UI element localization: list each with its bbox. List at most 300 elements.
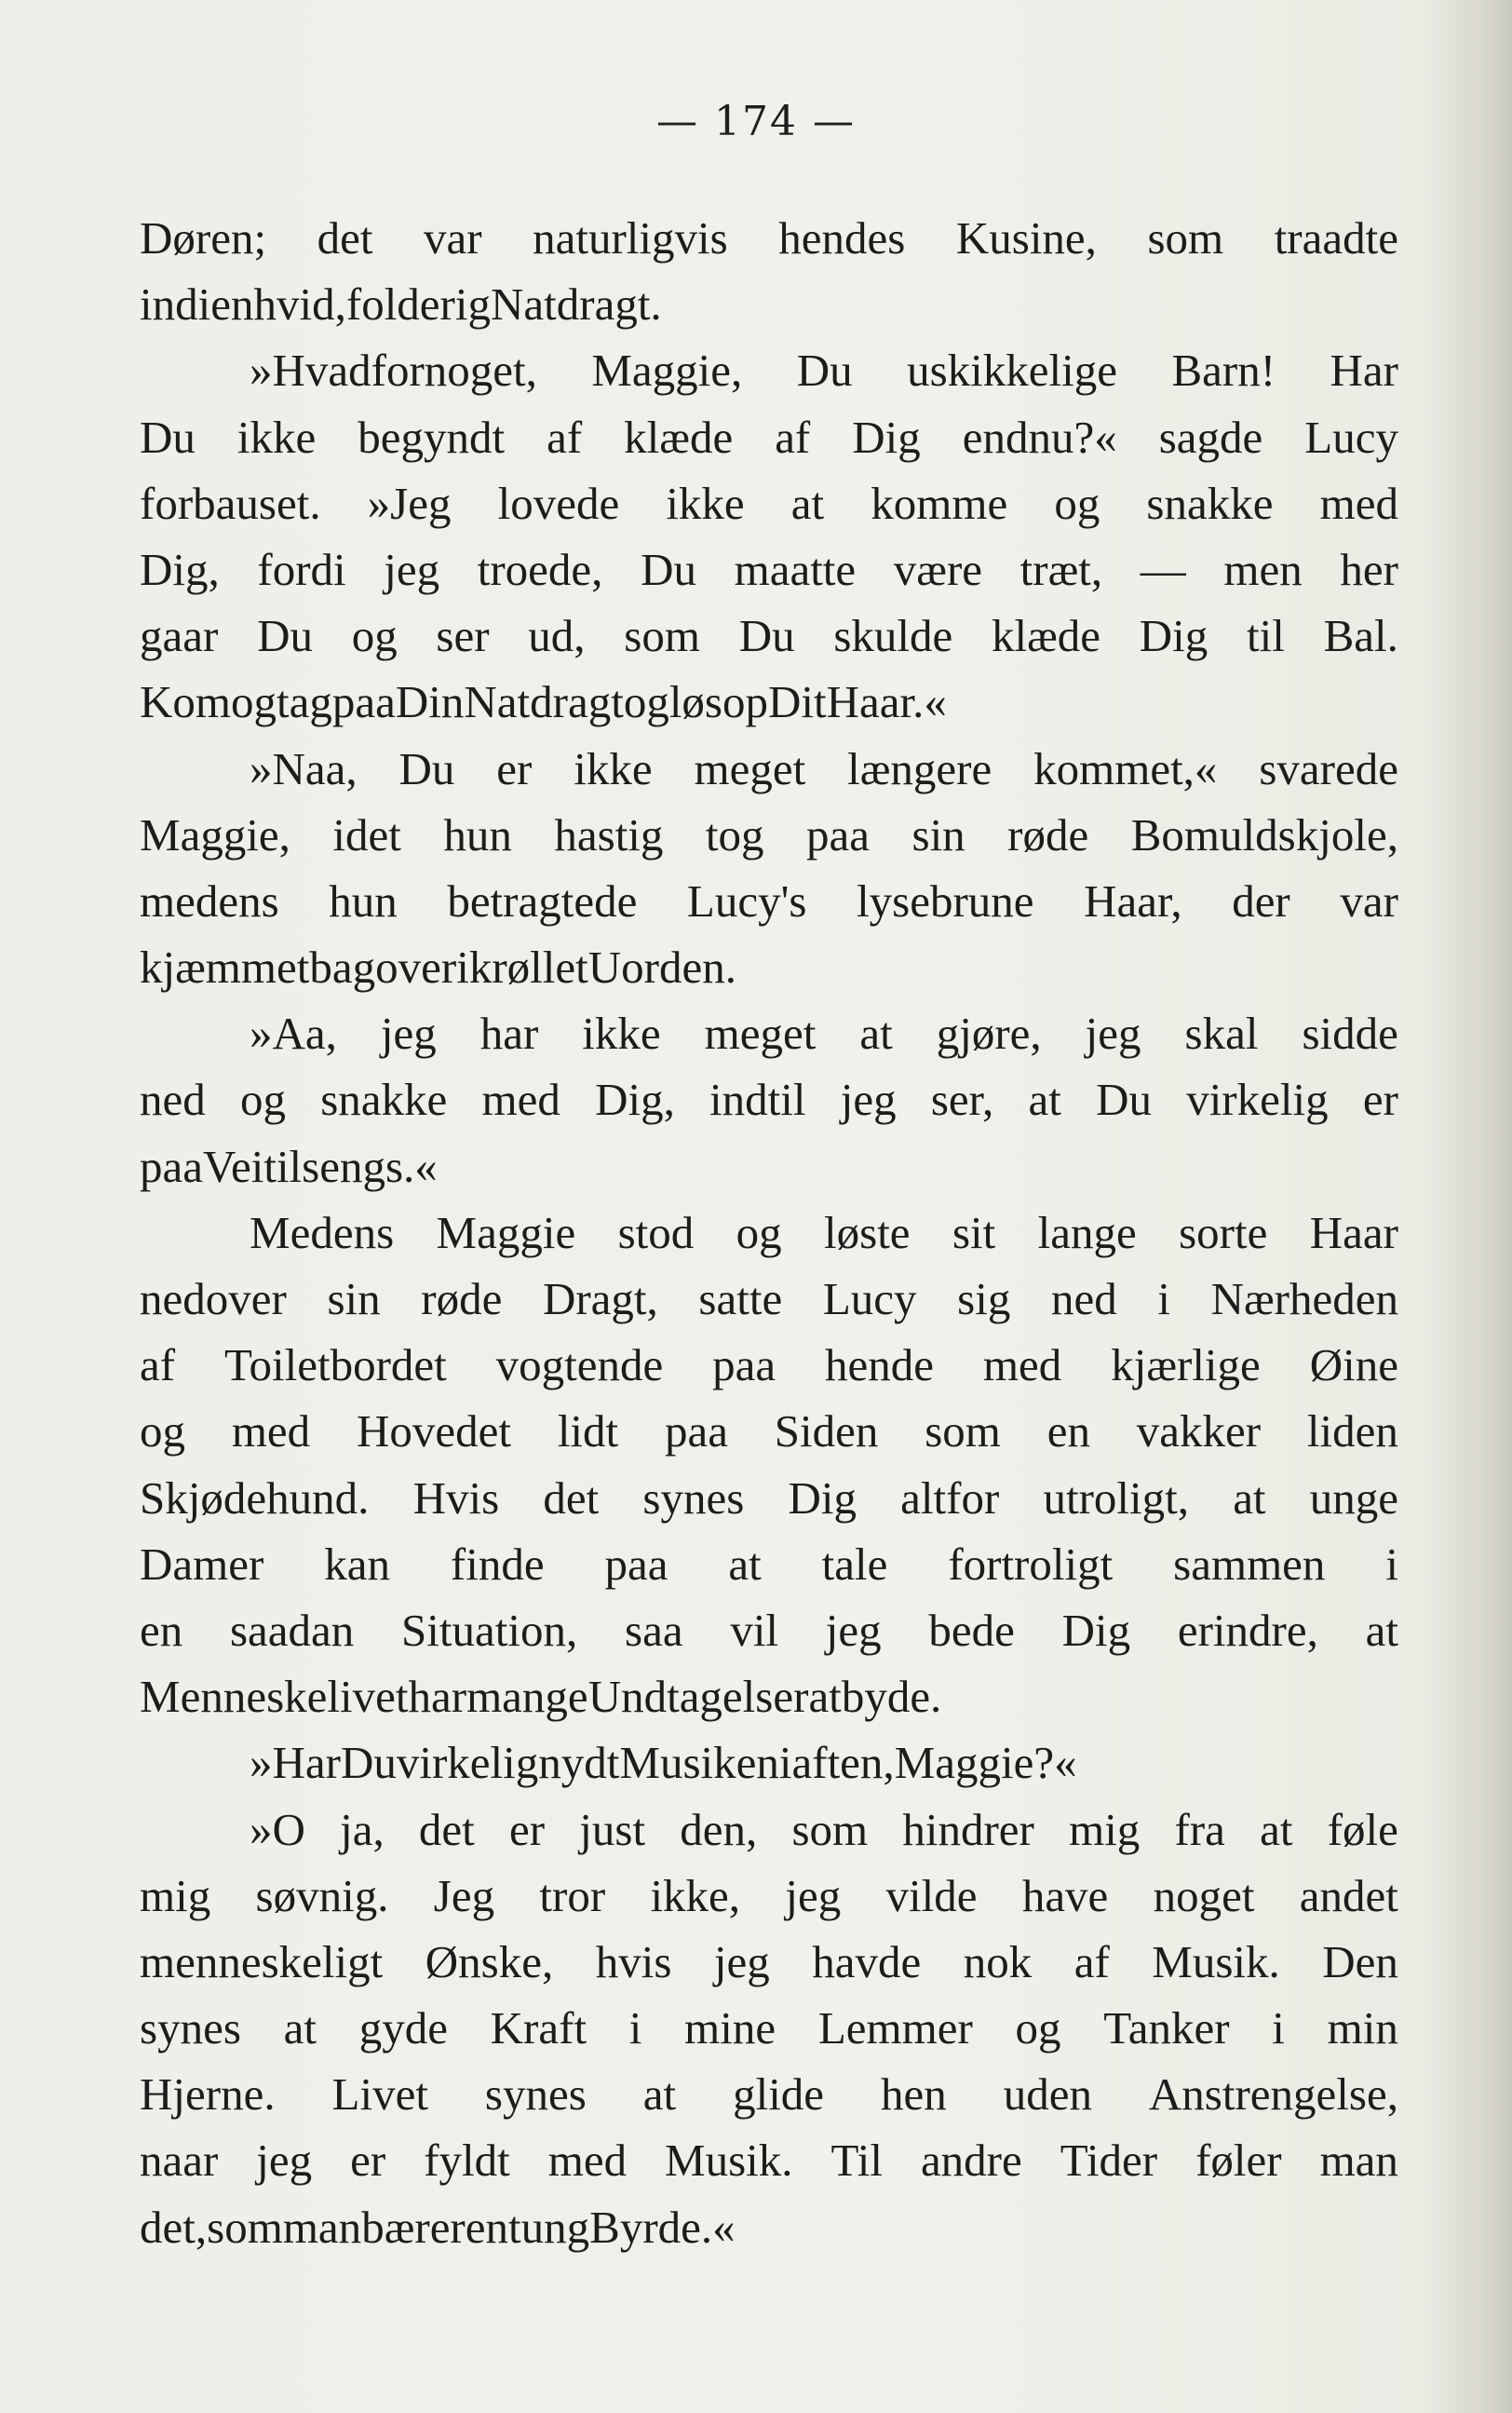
word: Damer <box>140 1538 264 1590</box>
word: vilde <box>885 1869 978 1921</box>
word: Dig <box>852 411 921 463</box>
text-line <box>140 1531 1398 1597</box>
word: Maggie <box>436 1206 576 1258</box>
word: røde <box>1007 808 1089 861</box>
word: indtil <box>709 1074 806 1126</box>
word: just <box>579 1803 646 1855</box>
word: Haar.« <box>826 676 947 728</box>
word: Toiletbordet <box>223 1339 447 1391</box>
word: Dig, <box>595 1074 675 1126</box>
word: Dragt, <box>542 1273 658 1324</box>
word: en <box>465 2201 509 2253</box>
word: bede <box>928 1604 1015 1656</box>
word: skulde <box>833 610 953 662</box>
word: den, <box>680 1803 758 1855</box>
word: at <box>283 2002 317 2054</box>
word: Tider <box>1060 2135 1158 2187</box>
word: Kusine, <box>955 212 1097 264</box>
word: føler <box>1195 2135 1282 2187</box>
word: Menneskelivet <box>140 1671 409 1723</box>
word: Lucy's <box>686 874 807 927</box>
word: røde <box>421 1273 503 1324</box>
word: jeg <box>840 1074 897 1126</box>
word: tag <box>277 676 332 728</box>
word: med <box>231 1405 311 1457</box>
word: mange <box>466 1671 588 1723</box>
word: sorte <box>1179 1206 1268 1258</box>
word: tog <box>705 808 764 861</box>
word: iaften, <box>778 1737 895 1789</box>
word: at <box>1260 1803 1293 1855</box>
word: var <box>1340 874 1398 927</box>
text-line <box>140 669 1398 735</box>
word: synes <box>484 2068 587 2121</box>
word: tilsengs.« <box>263 1140 438 1192</box>
word: tale <box>821 1538 888 1590</box>
word: min <box>1327 2002 1398 2054</box>
word: nok <box>963 1935 1033 1987</box>
word: Dig <box>1061 1604 1131 1656</box>
word: at <box>859 1008 893 1060</box>
word: af <box>1073 1935 1110 1987</box>
word: som <box>624 610 700 662</box>
word: er <box>496 742 533 794</box>
word: med <box>481 1074 560 1126</box>
word: Døren; <box>140 212 267 264</box>
word: »Jeg <box>367 477 452 529</box>
word: er <box>1362 1074 1398 1126</box>
word: sin <box>327 1273 381 1324</box>
word: Lucy <box>822 1273 917 1324</box>
word: Hjerne. <box>140 2068 276 2121</box>
text-line <box>140 536 1398 603</box>
word: hun <box>329 874 398 927</box>
word: Dig <box>1139 610 1208 662</box>
word: sit <box>952 1206 996 1258</box>
word: ser, <box>930 1074 994 1126</box>
word: virkelig <box>1186 1074 1329 1126</box>
word: Barn! <box>1171 345 1276 397</box>
word: meget <box>694 742 806 794</box>
text-line <box>140 1929 1398 1995</box>
text-line <box>140 1465 1398 1531</box>
word: lidt <box>557 1405 619 1457</box>
word: unge <box>1309 1471 1398 1524</box>
word: Du <box>398 742 455 794</box>
word: Jeg <box>433 1869 495 1921</box>
word: Medens <box>250 1206 395 1258</box>
word: vogtende <box>495 1339 664 1391</box>
word: ikke <box>574 742 653 794</box>
word: Natdragt <box>464 676 624 728</box>
word: at <box>1233 1471 1266 1524</box>
word: være <box>893 543 983 595</box>
word: at <box>1365 1604 1398 1656</box>
word: — <box>1140 543 1186 595</box>
word: og <box>1015 2002 1061 2054</box>
word: lange <box>1037 1206 1137 1258</box>
text-line <box>140 868 1398 934</box>
word: ikke <box>236 411 317 463</box>
word: hindrer <box>902 1803 1034 1855</box>
word: havde <box>812 1935 922 1987</box>
word: mig <box>140 1869 211 1921</box>
word: Du <box>340 1737 397 1789</box>
word: som <box>1147 212 1224 264</box>
word: betragtede <box>447 874 638 927</box>
word: »O <box>250 1803 305 1855</box>
word: krøllet <box>468 942 588 994</box>
text-line <box>140 404 1398 470</box>
word: hvis <box>595 1935 672 1987</box>
word: Har <box>1330 345 1398 397</box>
word: er <box>350 2135 386 2187</box>
word: i <box>628 2002 642 2054</box>
word: Dig <box>788 1471 857 1524</box>
word: Din <box>395 676 465 728</box>
word: sig <box>957 1273 1011 1324</box>
word: og <box>140 1405 185 1457</box>
word: og <box>623 676 669 728</box>
word: jeg <box>825 1604 882 1656</box>
word: som <box>207 2201 283 2253</box>
word: ikke, <box>650 1869 741 1921</box>
page-number: — 174 — <box>656 98 856 145</box>
word: noget <box>1153 1869 1255 1921</box>
word: paa <box>331 676 396 728</box>
word: jeg <box>1085 1008 1141 1060</box>
word: jeg <box>256 2135 313 2187</box>
word: synes <box>642 1471 745 1524</box>
word: maatte <box>734 543 857 595</box>
word: vakker <box>1136 1405 1262 1457</box>
word: jeg <box>380 1008 437 1060</box>
word: Livet <box>331 2068 428 2121</box>
word: med <box>982 1339 1062 1391</box>
word: og <box>736 1206 782 1258</box>
word: kjæmmet <box>140 942 310 994</box>
word: medens <box>140 874 279 927</box>
word: her <box>1340 543 1398 595</box>
word: snakke <box>1146 477 1274 529</box>
word: ned <box>1050 1273 1117 1324</box>
word: Undtagelser <box>587 1671 809 1723</box>
word: erindre, <box>1177 1604 1318 1656</box>
word: det, <box>140 2201 208 2253</box>
word: træt, <box>1019 543 1103 595</box>
word: endnu?« <box>962 411 1117 463</box>
word: lysebrune <box>857 874 1034 927</box>
word: Til <box>830 2135 883 2187</box>
text-line <box>140 2061 1398 2127</box>
text-line <box>140 1663 1398 1729</box>
word: Du <box>641 543 696 595</box>
word: hun <box>443 808 512 861</box>
word: tror <box>539 1869 606 1921</box>
word: i <box>197 278 211 331</box>
word: paa <box>712 1339 776 1391</box>
text-line <box>140 1266 1398 1332</box>
word: Du <box>796 345 853 397</box>
word: jeg <box>384 543 440 595</box>
word: hastig <box>554 808 664 861</box>
word: forbauset. <box>140 477 321 529</box>
word: Dig, <box>140 543 220 595</box>
word: Anstrengelse, <box>1148 2068 1398 2121</box>
word: Nærheden <box>1210 1273 1398 1324</box>
word: »Har <box>250 1737 341 1789</box>
word: altfor <box>900 1471 1000 1524</box>
word: bærer <box>361 2201 466 2253</box>
word: men <box>1223 543 1303 595</box>
word: glide <box>733 2068 825 2121</box>
word: har <box>408 1671 467 1723</box>
word: af <box>775 411 811 463</box>
text-line <box>140 1597 1398 1663</box>
word: man <box>282 2201 362 2253</box>
word: Uorden. <box>587 942 736 994</box>
word: Siden <box>774 1405 879 1457</box>
text-line <box>140 1995 1398 2061</box>
body-text <box>140 205 1398 2260</box>
word: jeg <box>713 1935 770 1987</box>
word: en <box>140 1604 183 1656</box>
word: af <box>140 1339 176 1391</box>
word: Du <box>738 610 795 662</box>
word: snakke <box>320 1074 448 1126</box>
word: og <box>1054 477 1100 529</box>
text-line <box>140 1398 1398 1464</box>
word: lovede <box>497 477 620 529</box>
word: Bal. <box>1323 610 1398 662</box>
word: skal <box>1184 1008 1259 1060</box>
word: i <box>1272 2002 1285 2054</box>
word: ja, <box>340 1803 385 1855</box>
word: saadan <box>229 1604 355 1656</box>
word: Kraft <box>490 2002 587 2054</box>
word: har <box>479 1008 539 1060</box>
word: er <box>509 1803 546 1855</box>
text-line <box>140 736 1398 802</box>
text-line <box>140 1796 1398 1863</box>
text-line <box>140 205 1398 271</box>
word: til <box>1247 610 1285 662</box>
word: Musik. <box>665 2135 793 2187</box>
word: ikke <box>666 477 745 529</box>
word: saa <box>625 1604 683 1656</box>
text-line <box>140 1729 1398 1796</box>
word: Du <box>140 411 196 463</box>
word: hendes <box>778 212 906 264</box>
word: ned <box>140 1074 206 1126</box>
word: tung <box>508 2201 590 2253</box>
text-line <box>140 802 1398 868</box>
word: svarede <box>1259 742 1398 794</box>
word: paa <box>664 1405 728 1457</box>
word: Kom <box>140 676 231 728</box>
word: komme <box>871 477 1008 529</box>
word: byde. <box>841 1671 942 1723</box>
word: at <box>642 2068 677 2121</box>
word: vil <box>730 1604 779 1656</box>
word: sagde <box>1158 411 1263 463</box>
word: Maggie, <box>140 808 290 861</box>
word: Skjødehund. <box>140 1471 370 1524</box>
word: folderig <box>345 278 491 331</box>
text-line <box>140 603 1398 669</box>
word: utroligt, <box>1043 1471 1189 1524</box>
word: Situation, <box>401 1604 578 1656</box>
word: uskikkelige <box>907 345 1117 397</box>
word: idet <box>332 808 401 861</box>
word: ser <box>436 610 490 662</box>
word: Bomuldskjole, <box>1130 808 1398 861</box>
word: ud, <box>528 610 586 662</box>
word: andre <box>920 2135 1022 2187</box>
word: nydt <box>538 1737 620 1789</box>
text-line <box>140 470 1398 536</box>
word: nedover <box>140 1273 287 1324</box>
word: paa <box>806 808 871 861</box>
word: satte <box>698 1273 783 1324</box>
word: troede, <box>477 543 603 595</box>
word: Dit <box>768 676 827 728</box>
word: Du <box>257 610 313 662</box>
text-line <box>140 1332 1398 1398</box>
word: søvnig. <box>255 1869 389 1921</box>
word: synes <box>140 2002 241 2054</box>
word: som <box>791 1803 869 1855</box>
word: ikke <box>582 1008 661 1060</box>
word: fortroligt <box>948 1538 1114 1590</box>
word: føle <box>1327 1803 1398 1855</box>
word: mine <box>684 2002 776 2054</box>
word: Haar <box>1309 1206 1398 1258</box>
word: gaar <box>140 610 219 662</box>
text-line <box>140 1066 1398 1132</box>
word: løste <box>824 1206 911 1258</box>
word: kjærlige <box>1111 1339 1261 1391</box>
word: paa <box>140 1140 203 1192</box>
word: Lemmer <box>817 2002 973 2054</box>
word: Natdragt. <box>491 278 662 331</box>
word: paa <box>604 1538 668 1590</box>
word: sidde <box>1302 1008 1398 1060</box>
text-line <box>140 2127 1398 2193</box>
word: var <box>424 212 482 264</box>
text-line <box>140 1133 1398 1200</box>
word: Maggie?« <box>894 1737 1077 1789</box>
word: fyldt <box>424 2135 510 2187</box>
word: fra <box>1174 1803 1225 1855</box>
word: at <box>728 1538 762 1590</box>
word: og <box>231 676 277 728</box>
word: uden <box>1003 2068 1092 2121</box>
word: at <box>790 477 825 529</box>
text-line <box>140 1000 1398 1066</box>
word: løs <box>668 676 722 728</box>
word: sammen <box>1173 1538 1326 1590</box>
word: det <box>317 212 373 264</box>
word: hen <box>881 2068 947 2121</box>
text-line <box>140 1863 1398 1929</box>
word: traadte <box>1274 212 1398 264</box>
word: »Aa, <box>250 1008 337 1060</box>
word: op <box>722 676 768 728</box>
word: gyde <box>358 2002 448 2054</box>
word: Den <box>1322 1935 1398 1987</box>
word: Hovedet <box>357 1405 511 1457</box>
word: virkelig <box>396 1737 539 1789</box>
word: Maggie, <box>591 345 743 397</box>
word: Musik. <box>1152 1935 1280 1987</box>
word: andet <box>1299 1869 1398 1921</box>
word: jeg <box>785 1869 842 1921</box>
word: gjøre, <box>936 1008 1042 1060</box>
word: af <box>547 411 583 463</box>
word: »Naa, <box>250 742 358 794</box>
word: i <box>456 942 469 994</box>
word: naar <box>140 2135 219 2187</box>
word: klæde <box>992 610 1101 662</box>
word: i <box>1385 1538 1398 1590</box>
word: Tanker <box>1103 2002 1230 2054</box>
word: Du <box>1096 1074 1152 1126</box>
word: kommet,« <box>1033 742 1218 794</box>
word: Vei <box>203 1140 264 1192</box>
word: en <box>210 278 254 331</box>
word: at <box>808 1671 842 1723</box>
word: ind <box>140 278 198 331</box>
word: som <box>925 1405 1001 1457</box>
word: og <box>239 1074 286 1126</box>
word: en <box>1046 1405 1090 1457</box>
text-line <box>140 271 1398 337</box>
word: mig <box>1069 1803 1141 1855</box>
word: med <box>547 2135 628 2187</box>
word: i <box>1157 1273 1170 1324</box>
word: Musiken <box>619 1737 779 1789</box>
word: Hvis <box>412 1471 500 1524</box>
word: begyndt <box>358 411 506 463</box>
word: stod <box>617 1206 695 1258</box>
word: fordi <box>257 543 346 595</box>
word: naturligvis <box>533 212 728 264</box>
word: meget <box>704 1008 817 1060</box>
word: liden <box>1306 1405 1398 1457</box>
word: hende <box>825 1339 935 1391</box>
word: det <box>418 1803 475 1855</box>
text-line <box>140 337 1398 403</box>
word: Lucy <box>1304 411 1398 463</box>
word: klæde <box>624 411 734 463</box>
word: længere <box>847 742 992 794</box>
word: det <box>543 1471 600 1524</box>
word: at <box>1028 1074 1061 1126</box>
word: Ønske, <box>425 1935 554 1987</box>
word: Øine <box>1309 1339 1398 1391</box>
word: have <box>1021 1869 1109 1921</box>
text-line <box>140 2194 1398 2260</box>
text-line <box>140 934 1398 1000</box>
word: sin <box>911 808 965 861</box>
word: menneskeligt <box>140 1935 384 1987</box>
word: hvid, <box>253 278 346 331</box>
word: og <box>351 610 398 662</box>
text-line <box>140 1200 1398 1266</box>
word: bagover <box>309 942 457 994</box>
word: der <box>1232 874 1290 927</box>
